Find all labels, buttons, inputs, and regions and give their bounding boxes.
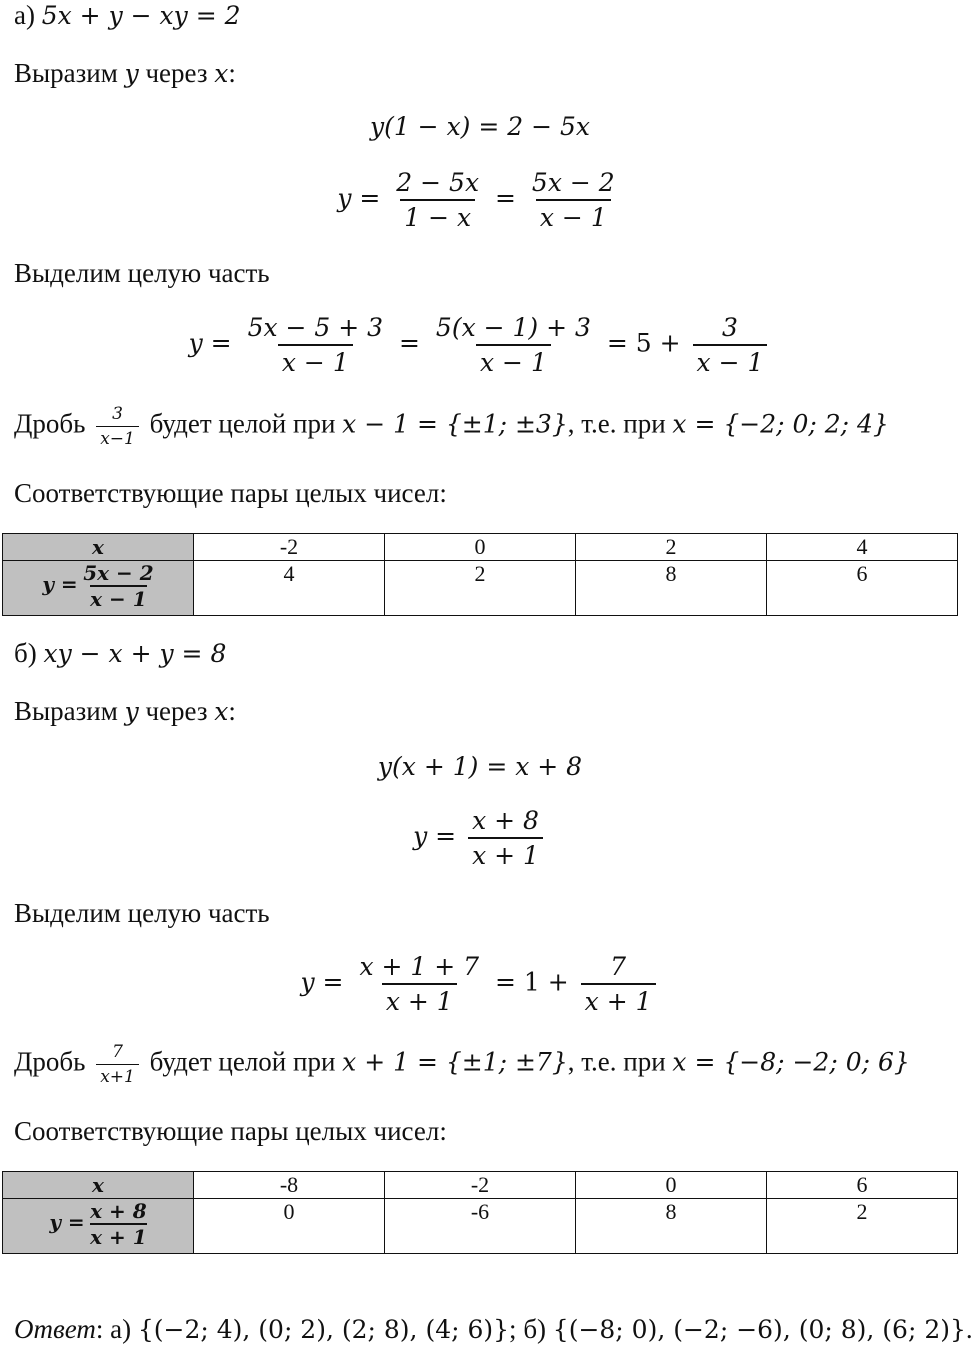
- part-b-eq2: [0, 806, 960, 870]
- fraction-numerator: x + 8: [90, 1199, 147, 1223]
- part-b-express-line: [14, 696, 236, 727]
- express-var2: x: [214, 59, 229, 88]
- answer-a-set: {(−2; 4), (0; 2), (2; 8), (4; 6)}: [137, 1315, 510, 1344]
- answer-b-set: {(−8; 0), (−2; −6), (0; 8), (6; 2)}: [552, 1315, 966, 1344]
- table-cell: 2: [385, 561, 576, 616]
- x-header-cell: [3, 534, 194, 561]
- fraction-numerator: 7: [610, 952, 627, 981]
- fraction: [468, 806, 543, 870]
- answer-separator: ;: [509, 1314, 517, 1344]
- fraction-numerator: 2 − 5x: [396, 168, 480, 197]
- table-cell: -6: [385, 1199, 576, 1254]
- table-cell: -8: [194, 1172, 385, 1199]
- table-row: [3, 1199, 958, 1254]
- x-header: x: [92, 1173, 104, 1197]
- part-a-fraction-line: [14, 404, 889, 449]
- fraction-then: , т.е. при: [567, 408, 666, 439]
- part-b-equation: xy − x + y = 8: [43, 639, 227, 668]
- fraction-numerator: 3: [722, 313, 738, 342]
- part-a-eq3: [0, 313, 960, 377]
- part-a-pairs-table: [2, 533, 958, 616]
- y-header-fraction: [90, 1199, 147, 1249]
- table-row: [3, 534, 958, 561]
- y-header-cell: [3, 1199, 194, 1254]
- fraction-denominator: x + 1: [382, 983, 457, 1016]
- fraction-denominator: 1 − x: [400, 199, 475, 232]
- fraction: [244, 313, 388, 377]
- eq-sign: = 1 +: [495, 967, 569, 997]
- express-var: y: [124, 697, 139, 726]
- fraction-text: будет целой при: [149, 408, 336, 439]
- express-label: Выразим: [14, 58, 118, 88]
- express-var2: x: [214, 697, 229, 726]
- table-cell: 4: [767, 534, 958, 561]
- table-cell: 8: [576, 561, 767, 616]
- fraction-numerator: 5(x − 1) + 3: [435, 313, 591, 342]
- part-a-heading: [14, 0, 241, 31]
- table-row: [3, 561, 958, 616]
- inline-fraction: [96, 1042, 139, 1087]
- x-header: x: [92, 535, 104, 559]
- express-through: через: [145, 58, 208, 88]
- fraction: [581, 952, 656, 1016]
- fraction-denominator: x − 1: [536, 199, 611, 232]
- part-a-label: а): [14, 0, 35, 30]
- answer-a-prefix: а): [110, 1314, 132, 1344]
- y-header-lhs: y =: [49, 1210, 85, 1235]
- answer-b-prefix: б): [523, 1314, 547, 1344]
- fraction-numerator: x + 8: [472, 806, 539, 835]
- fraction: [528, 168, 619, 232]
- part-b-eq3: [0, 952, 960, 1016]
- fraction-numerator: 5x − 5 + 3: [247, 313, 384, 342]
- eq-lhs: y =: [188, 328, 232, 358]
- fraction-numerator: 3: [112, 404, 123, 424]
- table-cell: 2: [767, 1199, 958, 1254]
- table-cell: 0: [576, 1172, 767, 1199]
- express-var: y: [124, 59, 139, 88]
- y-header-fraction: [83, 561, 153, 611]
- table-cell: 6: [767, 561, 958, 616]
- y-header-lhs: y =: [42, 572, 78, 597]
- answer-label: Ответ: [14, 1314, 96, 1344]
- part-a-whole-label: Выделим целую часть: [14, 258, 270, 288]
- express-colon: :: [228, 58, 236, 88]
- fraction-denominator: x + 1: [90, 1225, 147, 1249]
- table-cell: 0: [385, 534, 576, 561]
- table-cell: 0: [194, 1199, 385, 1254]
- table-cell: 2: [576, 534, 767, 561]
- fraction: [355, 952, 483, 1016]
- part-a-eq2: [0, 168, 960, 232]
- eq-lhs: y =: [337, 183, 381, 213]
- part-b-pairs-table: [2, 1171, 958, 1254]
- eq-lhs: y =: [413, 821, 457, 851]
- eq-sign: = 5 +: [606, 328, 681, 358]
- part-a-eq1: y(1 − x) = 2 − 5x: [369, 112, 591, 141]
- fraction-denominator: x−1: [96, 426, 139, 449]
- fraction-text: будет целой при: [149, 1046, 336, 1077]
- part-a-pairs-label: Соответствующие пары целых чисел:: [14, 478, 447, 508]
- fraction-result: x = {−2; 0; 2; 4}: [672, 409, 889, 439]
- fraction-denominator: x − 1: [90, 587, 147, 611]
- fraction-then: , т.е. при: [567, 1046, 666, 1077]
- express-colon: :: [228, 696, 236, 726]
- fraction-numerator: 5x − 2: [83, 561, 154, 585]
- fraction: [392, 168, 483, 232]
- part-b-whole-label: Выделим целую часть: [14, 898, 270, 928]
- fraction-condition: x + 1 = {±1; ±7}: [342, 1047, 568, 1077]
- y-header-cell: [3, 561, 194, 616]
- fraction-denominator: x + 1: [468, 837, 543, 870]
- part-b-heading: [14, 638, 226, 669]
- part-b-fraction-line: [14, 1042, 910, 1087]
- fraction-denominator: x + 1: [581, 983, 656, 1016]
- part-b-pairs-label: Соответствующие пары целых чисел:: [14, 1116, 447, 1146]
- fraction-denominator: x − 1: [278, 344, 353, 377]
- table-cell: 4: [194, 561, 385, 616]
- part-b-label: б): [14, 638, 37, 668]
- fraction-denominator: x − 1: [476, 344, 551, 377]
- fraction: [693, 313, 768, 377]
- fraction-numerator: 5x − 2: [531, 168, 615, 197]
- fraction-label: Дробь: [14, 408, 86, 439]
- table-row: [3, 1172, 958, 1199]
- eq-lhs: y =: [300, 967, 344, 997]
- express-through: через: [145, 696, 208, 726]
- express-label: Выразим: [14, 696, 118, 726]
- eq-sign: =: [495, 183, 516, 213]
- table-cell: 8: [576, 1199, 767, 1254]
- eq-sign: =: [399, 328, 420, 358]
- x-header-cell: [3, 1172, 194, 1199]
- table-cell: -2: [385, 1172, 576, 1199]
- answer-end: .: [965, 1314, 973, 1344]
- part-b-eq1: y(x + 1) = x + 8: [377, 752, 583, 781]
- inline-fraction: [96, 404, 139, 449]
- answer-colon: :: [95, 1314, 104, 1344]
- part-a-express-line: [14, 58, 236, 89]
- fraction: [432, 313, 595, 377]
- fraction-denominator: x+1: [96, 1064, 139, 1087]
- answer-line: [14, 1314, 973, 1345]
- fraction-condition: x − 1 = {±1; ±3}: [342, 409, 568, 439]
- fraction-result: x = {−8; −2; 0; 6}: [672, 1047, 910, 1077]
- part-a-equation: 5x + y − xy = 2: [41, 1, 241, 30]
- fraction-label: Дробь: [14, 1046, 86, 1077]
- fraction-denominator: x − 1: [693, 344, 768, 377]
- fraction-numerator: 7: [112, 1042, 123, 1062]
- table-cell: 6: [767, 1172, 958, 1199]
- fraction-numerator: x + 1 + 7: [359, 952, 480, 981]
- table-cell: -2: [194, 534, 385, 561]
